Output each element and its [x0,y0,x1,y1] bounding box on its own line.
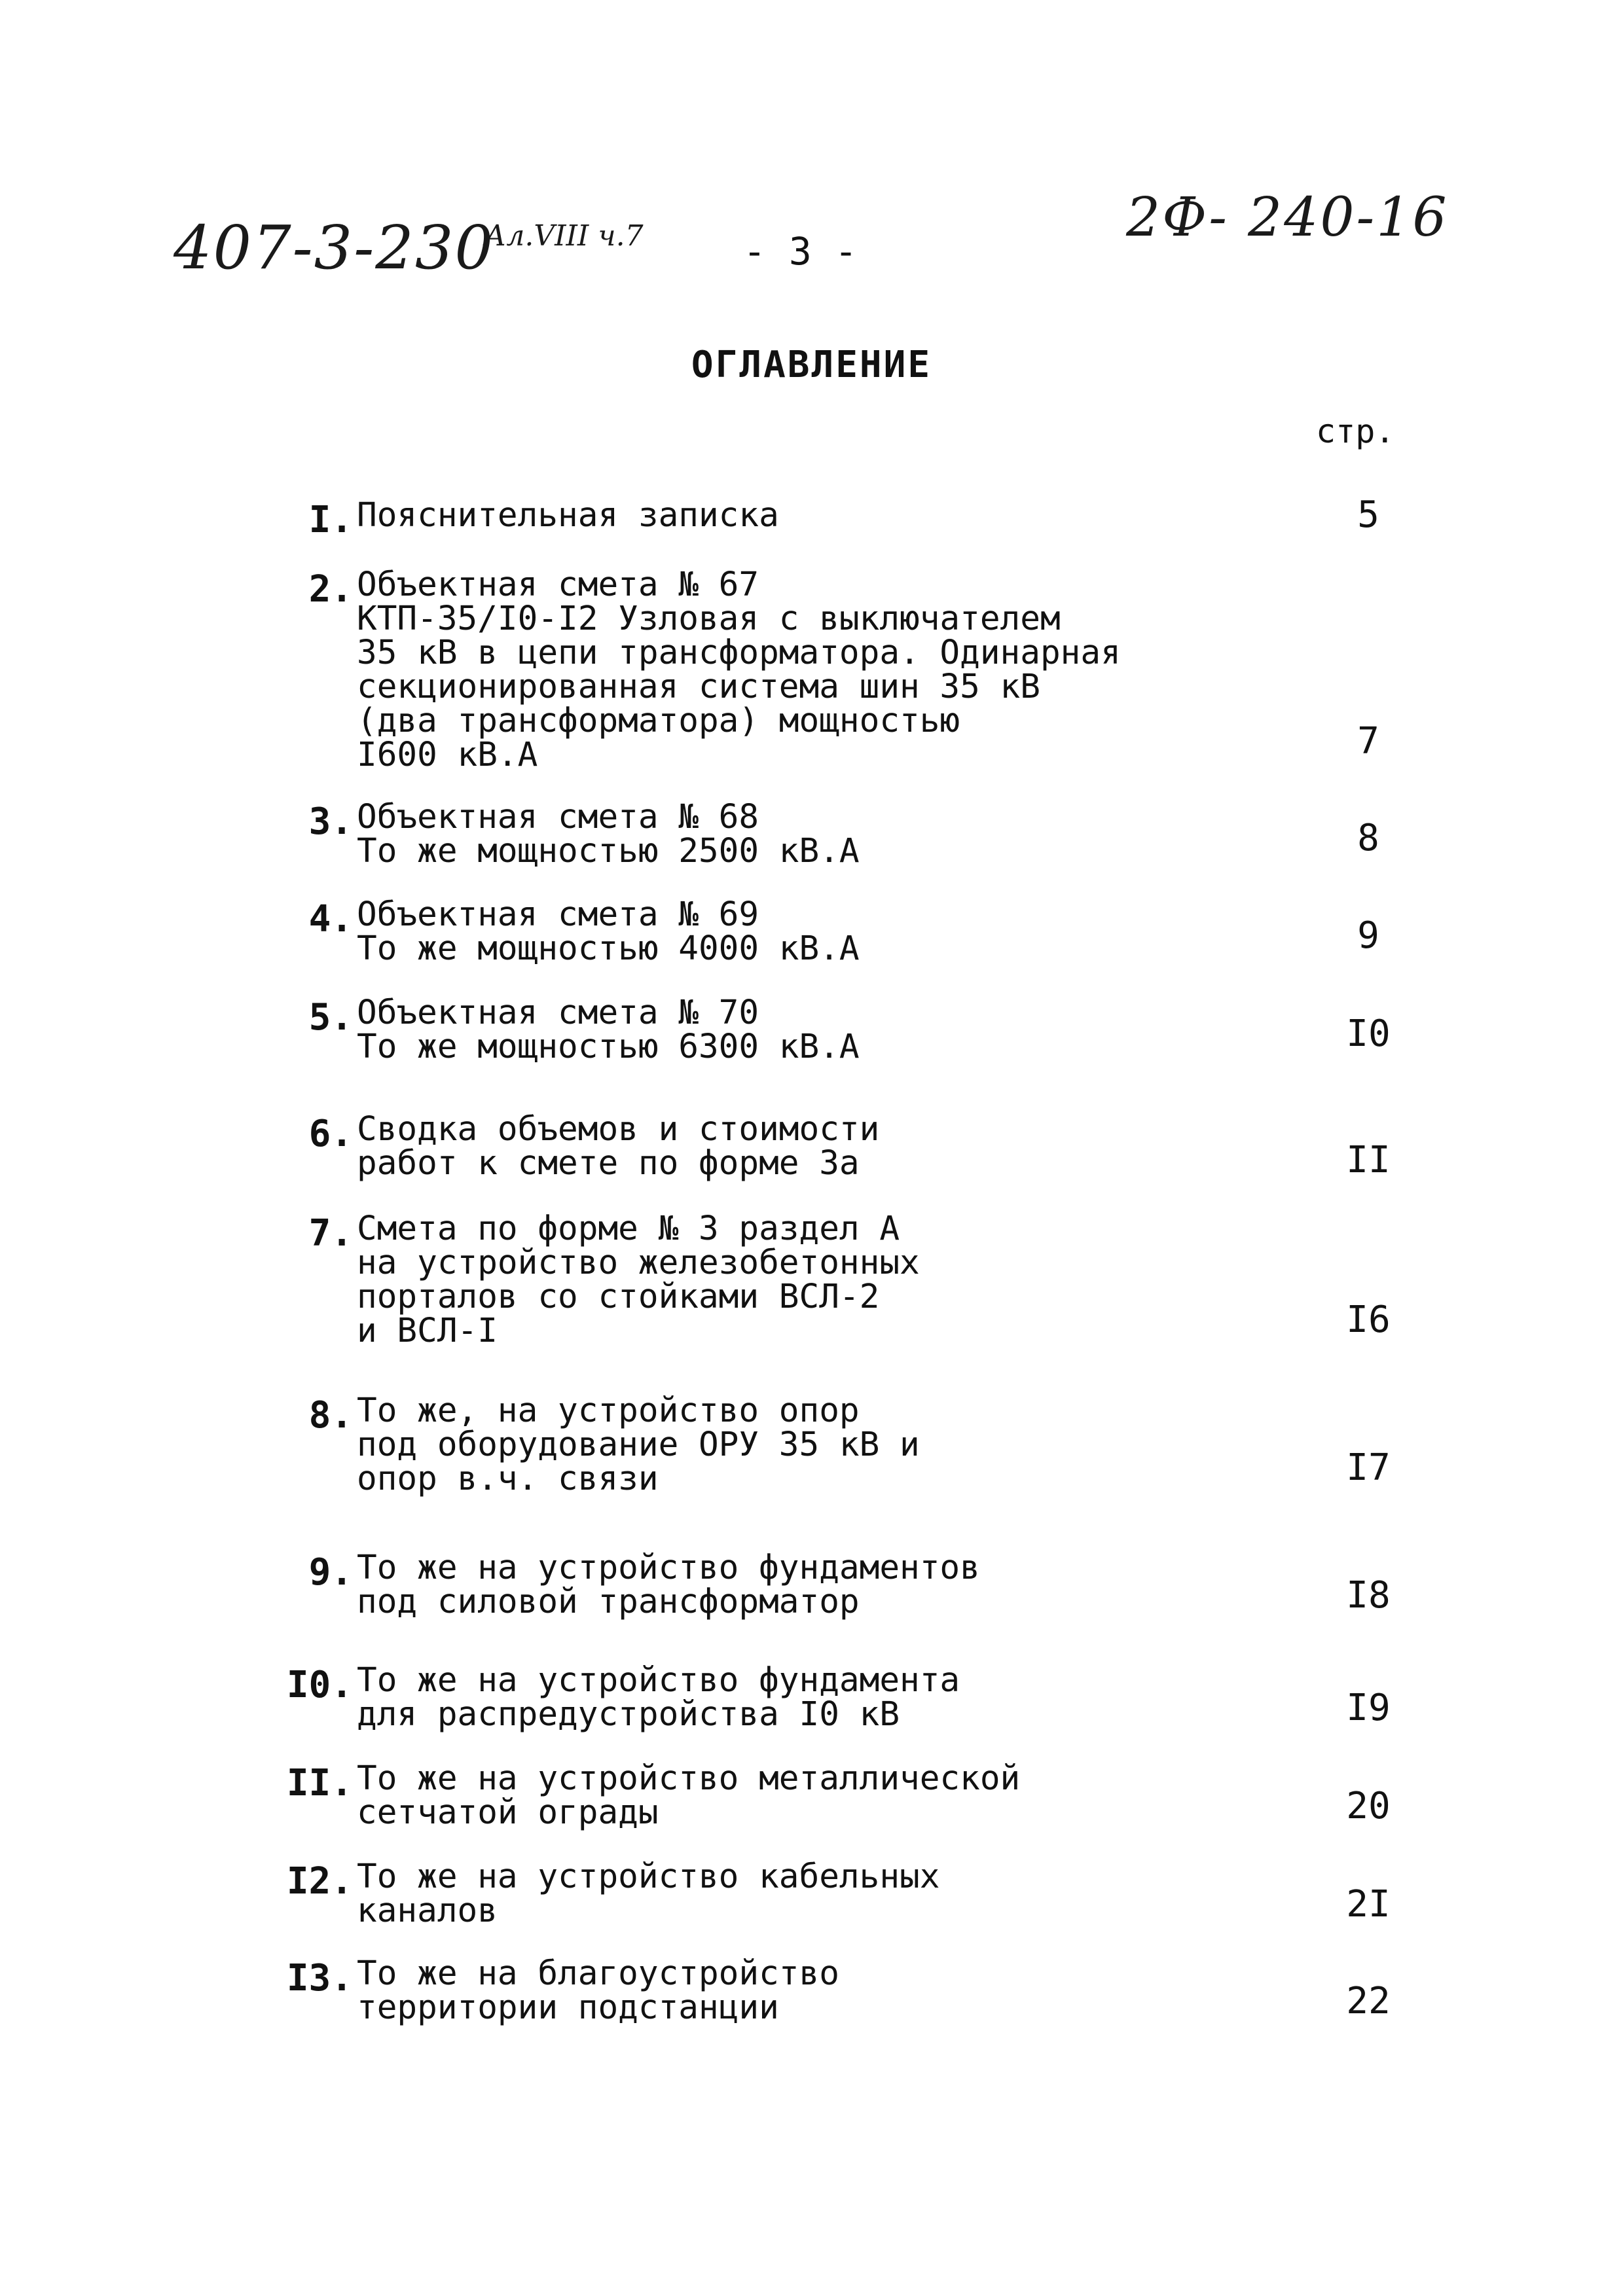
toc-title: ОГЛАВЛЕНИЕ [691,344,932,386]
toc-item-page: I9 [1346,1687,1391,1729]
toc-item-page: I0 [1346,1013,1391,1055]
toc-item-text: То же на устройство фундамента для распредустройства I0 кВ [357,1661,960,1734]
page-number: - 3 - [743,229,858,274]
toc-item-text: То же на устройство фундаментов под силовой трансформатор [357,1549,980,1621]
toc-item-number: 8. [308,1394,353,1437]
toc-item-text: Объектная смета № 68 То же мощностью 2500 кВ.А [357,798,860,870]
document-code: 407-3-230 [173,213,494,283]
toc-item-number: II. [286,1762,353,1804]
toc-item-number: I. [308,499,353,541]
toc-item-text: Объектная смета № 69 То же мощностью 4000 кВ.А [357,895,860,968]
toc-item-page: 20 [1346,1785,1391,1827]
toc-item-page: 7 [1357,720,1379,762]
toc-item-number: I2. [286,1860,353,1903]
toc-item-page: I7 [1346,1446,1391,1489]
toc-item-text: Сводка объемов и стоимости работ к смете по форме 3а [357,1110,880,1183]
toc-item-number: 9. [308,1551,353,1594]
toc-item-number: 5. [308,996,353,1039]
toc-item-text: То же на благоустройство территории подстанции [357,1954,839,2027]
inventory-number: 2Ф- 240-16 [1126,187,1449,249]
toc-item-text: Объектная смета № 70 То же мощностью 6300 кВ.А [357,994,860,1066]
toc-item-number: 4. [308,898,353,941]
toc-item-text: То же, на устройство опор под оборудование ОРУ 35 кВ и опор в.ч. связи [357,1391,920,1498]
toc-item-page: 8 [1357,817,1379,859]
toc-item-page: 2I [1346,1883,1391,1926]
toc-item-text: То же на устройство кабельных каналов [357,1857,940,1930]
toc-item-number: 2. [308,568,353,611]
toc-item-text: Пояснительная записка [357,496,779,535]
album-note: Ал.VIII ч.7 [484,219,644,253]
toc-item-page: 5 [1357,493,1379,536]
toc-item-number: 3. [308,800,353,843]
toc-item-text: Объектная смета № 67 КТП-35/I0-I2 Узловая с выключателем 35 кВ в цепи трансформатора. Одинарная секционированная система шин 35 кВ (два трансформатора) мощностью I600 кВ.А [357,565,1121,774]
toc-item-text: То же на устройство металлической сетчатой ограды [357,1759,1021,1832]
toc-item-number: 6. [308,1113,353,1155]
toc-item-number: I3. [286,1957,353,2000]
toc-item-page: I8 [1346,1574,1391,1617]
toc-item-number: I0. [286,1664,353,1706]
toc-item-page: 22 [1346,1980,1391,2022]
toc-item-page: 9 [1357,914,1379,957]
toc-item-page: I6 [1346,1299,1391,1341]
toc-item-number: 7. [308,1212,353,1255]
toc-item-page: II [1346,1139,1391,1181]
toc-item-text: Смета по форме № 3 раздел А на устройство железобетонных порталов со стойками ВСЛ-2 и ВСЛ-I [357,1210,920,1350]
page-column-label: стр. [1316,412,1395,450]
